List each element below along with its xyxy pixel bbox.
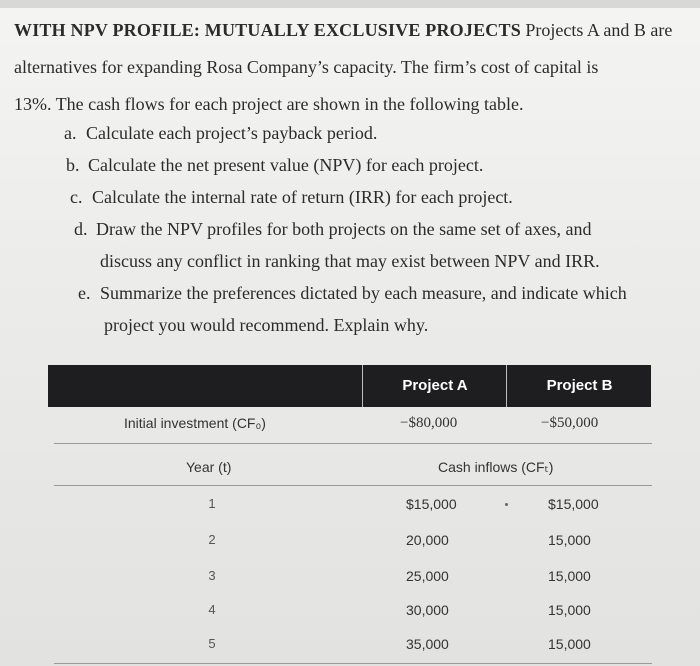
divider (54, 443, 652, 444)
part-e-line-2: project you would recommend. Explain why. (104, 315, 429, 335)
year-cell: 5 (208, 636, 216, 651)
year-cell: 1 (208, 496, 216, 511)
part-d-label: d. (74, 219, 88, 239)
project-a-cell: $15,000 (406, 496, 457, 512)
project-b-cell: $15,000 (548, 496, 599, 512)
project-b-cell: 15,000 (548, 602, 591, 618)
header-project-b: Project B (506, 365, 652, 407)
project-a-cell: 35,000 (406, 636, 449, 652)
year-label: Year (t) (186, 459, 232, 475)
year-cell: 4 (208, 602, 216, 617)
stray-dot (505, 503, 508, 506)
project-b-cell: 15,000 (548, 636, 591, 652)
header-project-a: Project A (362, 365, 507, 407)
intro-line-3: 13%. The cash flows for each project are shown in the following table. (14, 94, 524, 114)
project-a-cell: 30,000 (406, 602, 449, 618)
part-a-label: a. (64, 123, 77, 143)
part-a (14, 117, 684, 149)
divider (54, 663, 652, 664)
part-d-text (96, 213, 684, 277)
part-b (14, 149, 684, 181)
initial-investment-b: −$50,000 (541, 415, 599, 431)
cash-inflows-label: Cash inflows (CFₜ) (438, 459, 554, 475)
top-edge-strip (0, 0, 700, 8)
part-d-line-2: discuss any conflict in ranking that may exist between NPV and IRR. (100, 251, 600, 271)
divider (54, 485, 652, 486)
problem-parts-list (14, 117, 684, 341)
part-c-text: Calculate the internal rate of return (IRR) for each project. (92, 187, 513, 207)
project-a-cell: 25,000 (406, 568, 449, 584)
initial-investment-label: Initial investment (CF₀) (124, 415, 266, 431)
part-c (14, 181, 684, 213)
project-b-cell: 15,000 (548, 568, 591, 584)
intro-line-1: Projects A and B are (525, 20, 673, 40)
year-cell: 2 (208, 532, 216, 547)
part-e-label: e. (78, 283, 91, 303)
part-b-text: Calculate the net present value (NPV) for each project. (88, 155, 484, 175)
part-b-label: b. (66, 155, 80, 175)
problem-statement (14, 12, 684, 341)
intro-line-2: alternatives for expanding Rosa Company’s capacity. The firm’s cost of capital is (14, 57, 599, 77)
problem-title: WITH NPV PROFILE: MUTUALLY EXCLUSIVE PROJECTS (14, 20, 521, 40)
part-c-label: c. (70, 187, 83, 207)
problem-intro (14, 12, 684, 123)
part-d (14, 213, 684, 277)
project-b-cell: 15,000 (548, 532, 591, 548)
year-cell: 3 (208, 568, 216, 583)
part-d-line-1: Draw the NPV profiles for both projects on the same set of axes, and (96, 219, 592, 239)
table-header (48, 365, 651, 407)
initial-investment-a: −$80,000 (400, 415, 458, 431)
part-a-text: Calculate each project’s payback period. (86, 123, 378, 143)
part-e-text (100, 277, 684, 341)
part-e (14, 277, 684, 341)
project-a-cell: 20,000 (406, 532, 449, 548)
cash-flow-table (48, 365, 651, 652)
part-e-line-1: Summarize the preferences dictated by each measure, and indicate which (100, 283, 627, 303)
